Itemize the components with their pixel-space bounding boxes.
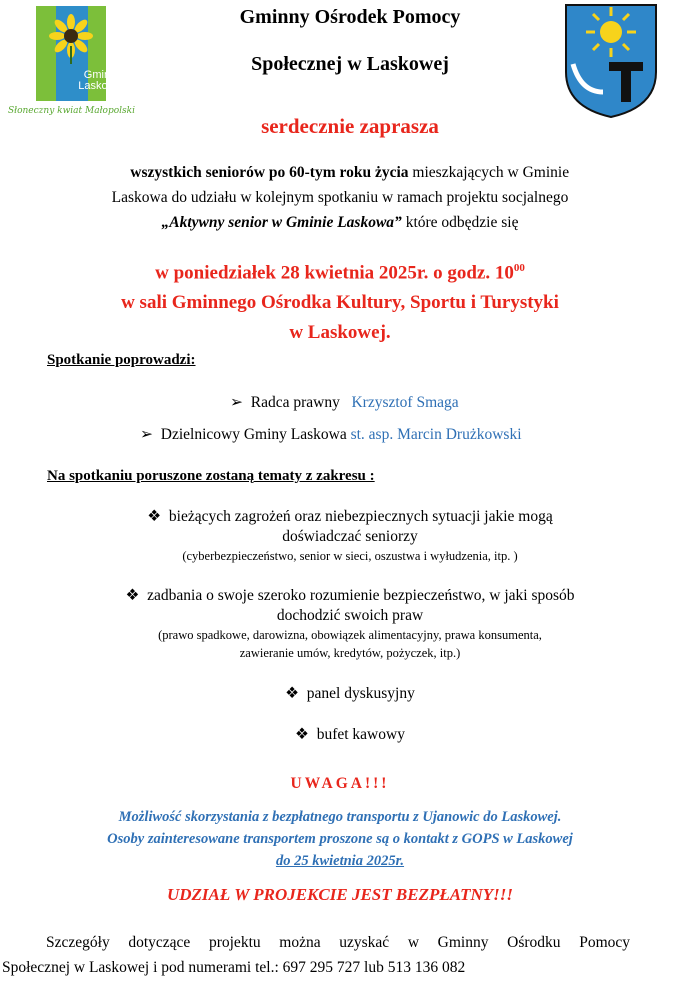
logo-name-line2: Laskowa: [78, 80, 122, 92]
coat-of-arms: [563, 2, 659, 120]
event-date: w poniedziałek 28 kwietnia 2025r. o godz. $10^{00}$: [155, 262, 525, 284]
diamond-bullet-icon: ❖: [295, 726, 309, 743]
transport-notice: Możliwość skorzystania z bezpłatnego transportu z Ujanowic do Laskowej. Osoby zainteresowane transportem proszone są o kontakt z GOPS w Laskowej do 25 kwietnia 2025r.: [107, 809, 573, 869]
page-title-line2: Społecznej w Laskowej: [251, 53, 449, 75]
project-name: „Aktywny senior w Gminie Laskowa”: [161, 214, 402, 231]
invite-heading: serdecznie zaprasza: [261, 114, 439, 138]
diamond-bullet-icon: ❖: [285, 685, 300, 702]
hosts-heading: Spotkanie poprowadzi:: [47, 352, 196, 368]
page-title-line1: Gminny Ośrodek Pomocy: [239, 6, 461, 28]
event-place-line2: w Laskowej.: [289, 322, 391, 343]
event-place-line1: w sali Gminnego Ośrodka Kultury, Sportu i Turystyki: [121, 292, 559, 313]
intro-line1-rest: mieszkających w Gminie: [408, 164, 570, 181]
logo-name-line1: Gmina: [83, 69, 117, 81]
host-item: [140, 425, 522, 444]
intro-paragraph: [20, 160, 660, 235]
logo-box: [36, 6, 122, 101]
intro-line3-end: które odbędzie się: [401, 214, 519, 231]
topic-item: ❖ bieżących zagrożeń oraz niebezpiecznych sytuacji jakie mogą doświadczać seniorzy (cyberbezpieczeństwo, senior w sieci, oszustwa i wyłudzenia, itp. ): [147, 508, 553, 563]
arrow-bullet-icon: ➢: [140, 426, 153, 443]
footer-line1: Szczegóły dotyczące projektu można uzyskać w Gminny Ośrodku Pomocy: [46, 934, 630, 951]
coat-of-arms-icon: [563, 2, 659, 120]
host-role: Radca prawny: [250, 394, 340, 411]
host-name: Krzysztof Smaga: [351, 394, 459, 411]
diamond-bullet-icon: ❖: [125, 587, 140, 604]
topic-item: ❖ bufet kawowy: [295, 726, 405, 743]
host-role: Dzielnicowy Gminy Laskowa: [160, 426, 347, 443]
contact-footer: [2, 930, 630, 980]
transport-deadline: do 25 kwietnia 2025r.: [275, 853, 405, 869]
topic-item: ❖ zadbania o swoje szeroko rozumienie bezpieczeństwo, w jaki sposób dochodzić swoich praw (prawo spadkowe, darowizna, obowiązek alimentacyjny, prawa konsumenta, zawieranie umów, kredytów, pożyczek, itp.): [125, 587, 575, 660]
intro-bold: wszystkich seniorów po 60-tym roku życia: [130, 164, 409, 181]
host-name: st. asp. Marcin Drużkowski: [350, 426, 522, 443]
topic-item: ❖ panel dyskusyjny: [285, 685, 415, 702]
intro-line2: Laskowa do udziału w kolejnym spotkaniu w ramach projektu socjalnego: [111, 189, 569, 206]
topics-heading: Na spotkaniu poruszone zostaną tematy z zakresu :: [47, 468, 375, 484]
gmina-laskowa-logo: [8, 6, 138, 121]
free-participation-notice: UDZIAŁ W PROJEKCIE JEST BEZPŁATNY!!!: [166, 885, 514, 904]
host-item: [230, 393, 459, 412]
event-time-sup: 00: [513, 262, 525, 274]
logo-tagline: Słoneczny kwiat Małopolski: [8, 106, 135, 116]
diamond-bullet-icon: ❖: [147, 508, 162, 525]
uwaga-notice: UWAGA!!!: [290, 775, 390, 792]
footer-line2: Społecznej w Laskowej i pod numerami tel.: 697 295 727 lub 513 136 082: [2, 959, 466, 976]
arrow-bullet-icon: ➢: [230, 394, 243, 411]
